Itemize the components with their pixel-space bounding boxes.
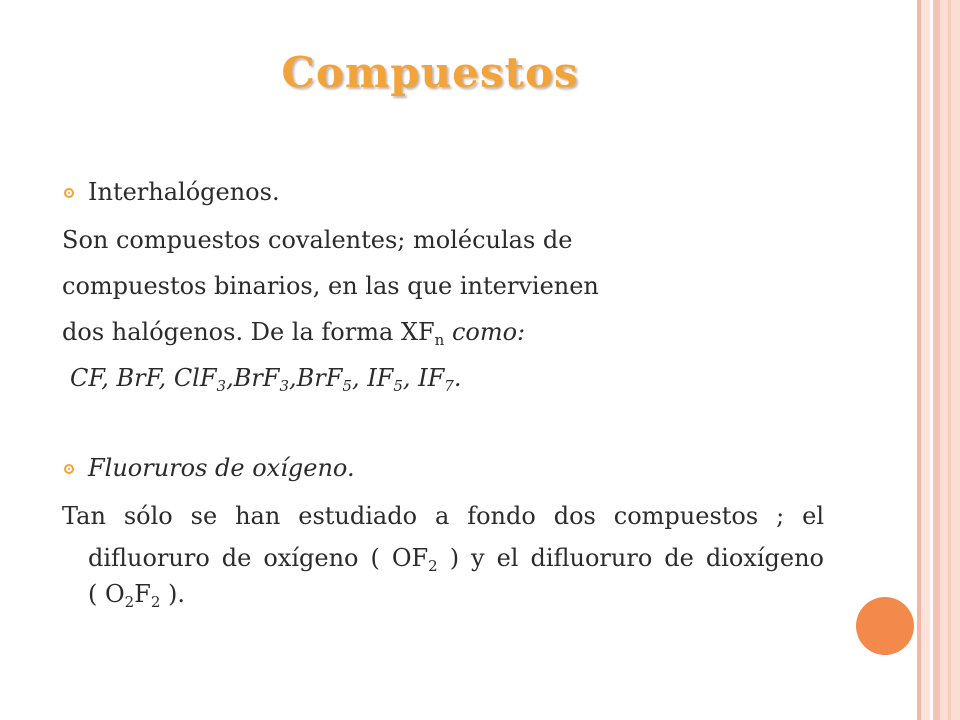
slide-title: Compuestos (281, 48, 579, 97)
decorative-stripe (933, 0, 940, 720)
paragraph-line: Tan sólo se han estudiado a fondo dos compuestos ; el (62, 502, 824, 530)
formula-subscript: 3 (279, 377, 289, 395)
formula-subscript: n (434, 331, 445, 349)
formula-text: F (134, 580, 151, 608)
paragraph-line (88, 580, 185, 609)
formula-text: ,BrF (226, 364, 280, 392)
formula-text: ( O (88, 580, 125, 608)
formula-text: dos halógenos. De la forma XF (62, 318, 435, 346)
formula-subscript: 2 (150, 593, 161, 611)
formula-text: difluoruro de oxígeno ( OF (88, 544, 429, 572)
formula-text: como: (451, 318, 526, 346)
formula-subscript: 5 (342, 377, 352, 395)
formula-subscript: 2 (124, 593, 135, 611)
formula-subscript: 7 (444, 377, 454, 395)
formula-text: CF, BrF, ClF (70, 364, 217, 392)
formula-subscript: 5 (393, 377, 403, 395)
paragraph-line: Son compuestos covalentes; moléculas de (62, 226, 573, 254)
formula-subscript: 3 (216, 377, 227, 395)
section-heading-fluoruros: Fluoruros de oxígeno. (88, 454, 355, 482)
formula-subscript: 2 (428, 557, 438, 575)
bullet-icon (64, 188, 74, 198)
formula-text: ,BrF (289, 364, 343, 392)
section-heading-interhalogenos: Interhalógenos. (88, 178, 280, 206)
decorative-stripe (921, 0, 930, 720)
formula-text: . (453, 364, 462, 392)
formula-text: ) y el difluoruro de dioxígeno (437, 544, 824, 572)
formula-text: , IF (402, 364, 445, 392)
paragraph-line (62, 318, 525, 347)
formula-text: , IF (351, 364, 394, 392)
paragraph-line (88, 544, 824, 573)
decorative-stripe (948, 0, 951, 720)
formula-text: ). (160, 580, 186, 608)
examples-line (70, 364, 461, 393)
bullet-icon (64, 464, 74, 474)
accent-circle (856, 597, 914, 655)
paragraph-line: compuestos binarios, en las que intervienen (62, 272, 599, 300)
